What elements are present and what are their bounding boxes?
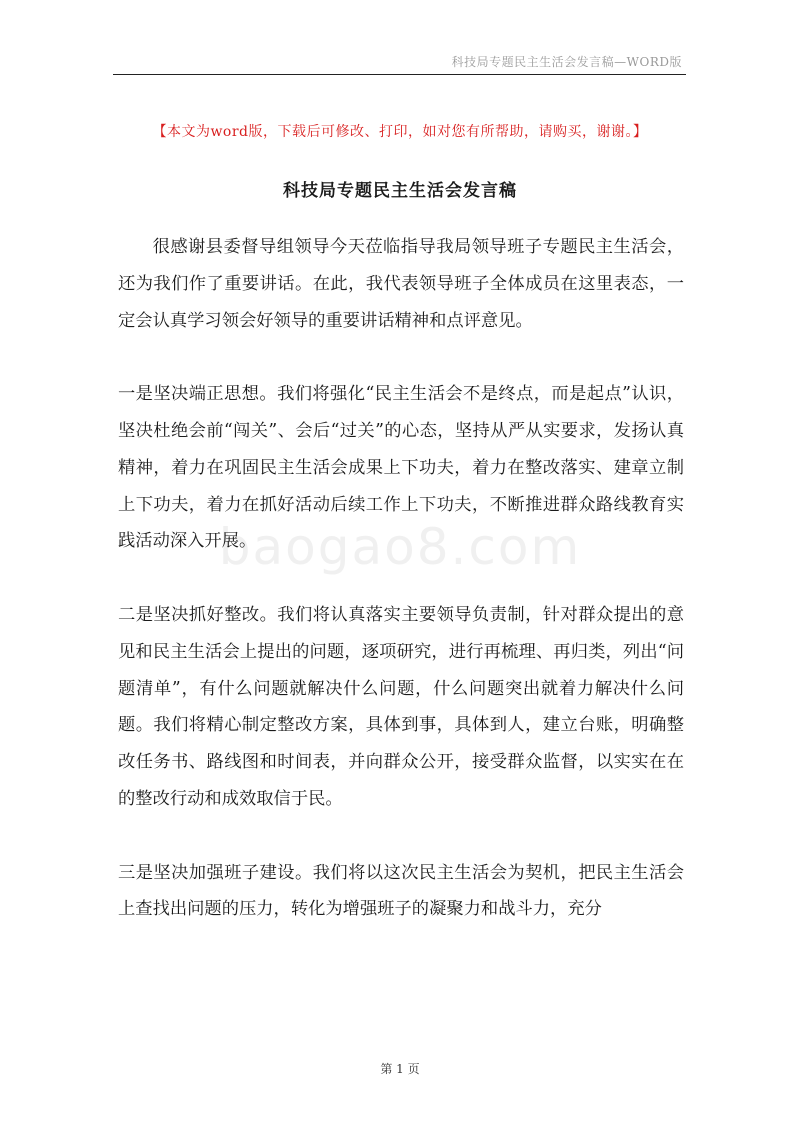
header-divider: [113, 74, 686, 75]
paragraph-point-1: 一是坚决端正思想。我们将强化“民主生活会不是终点，而是起点”认识，坚决杜绝会前“闯关”、会后“过关”的心态，坚持从严从实要求，发扬认真精神，着力在巩固民主生活会成果上下功夫，着力在整改落实、建章立制上下功夫，着力在抓好活动后续工作上下功夫，不断推进群众路线教育实践活动深入开展。: [118, 384, 684, 552]
paragraph-point-3: 三是坚决加强班子建设。我们将以这次民主生活会为契机，把民主生活会上查找出问题的压力，转化为增强班子的凝聚力和战斗力，充分: [118, 862, 684, 920]
paragraph-point-2: 二是坚决抓好整改。我们将认真落实主要领导负责制，针对群众提出的意见和民主生活会上提出的问题，逐项研究，进行再梳理、再归类，列出“问题清单”，有什么问题就解决什么问题，什么问题突出就着力解决什么问题。我们将精心制定整改方案，具体到事，具体到人，建立台账，明确整改任务书、路线图和时间表，并向群众公开，接受群众监督，以实实在在的整改行动和成效取信于民。: [118, 604, 684, 809]
watermark: baogao8.com: [218, 518, 582, 576]
page-number: 第 1 页: [380, 1062, 420, 1076]
download-notice: 【本文为word版，下载后可修改、打印，如对您有所帮助，请购买，谢谢。】: [152, 124, 648, 140]
paragraph-intro: 很感谢县委督导组领导今天莅临指导我局领导班子专题民主生活会，还为我们作了重要讲话。在此，我代表领导班子全体成员在这里表态，一定会认真学习领会好领导的重要讲话精神和点评意见。: [118, 237, 684, 331]
document-body: [118, 229, 684, 928]
running-header: 科技局专题民主生活会发言稿—WORD版: [451, 55, 682, 69]
document-title: 科技局专题民主生活会发言稿: [283, 181, 517, 201]
